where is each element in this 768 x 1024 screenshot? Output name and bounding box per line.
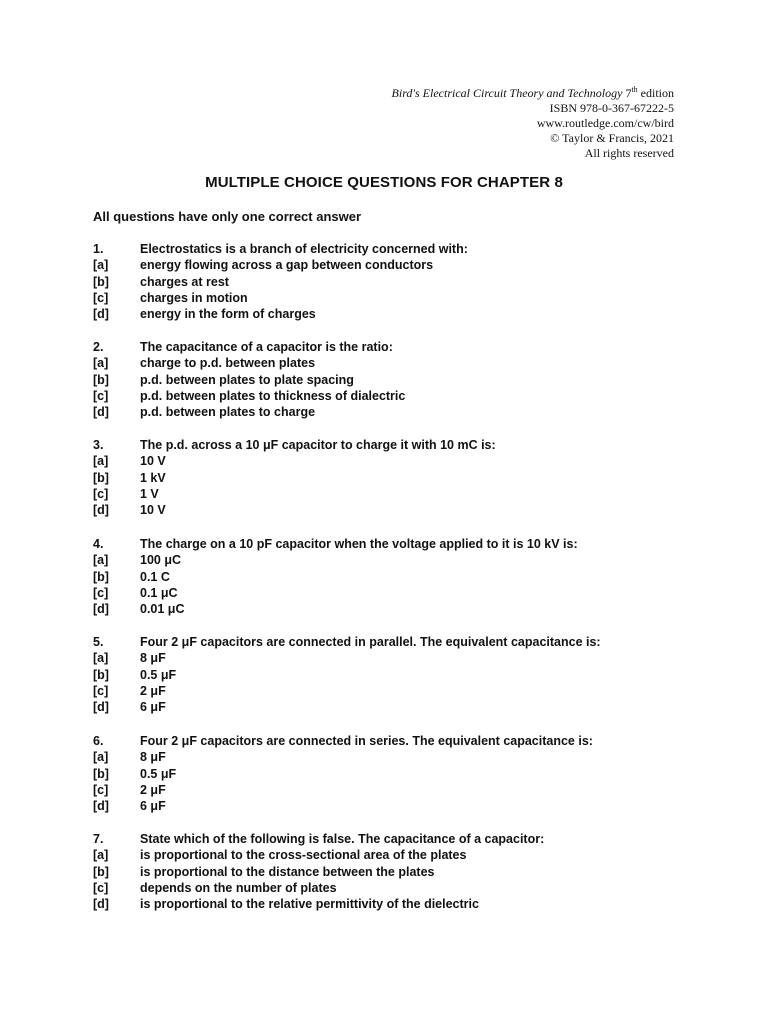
option-b xyxy=(93,470,693,486)
option-text: 6 μF xyxy=(140,700,166,715)
question-text: State which of the following is false. The capacitance of a capacitor: xyxy=(140,832,545,846)
book-title: Bird's Electrical Circuit Theory and Technology xyxy=(391,86,623,100)
option-text: 0.1 μC xyxy=(140,585,178,600)
option-b xyxy=(93,372,693,388)
option-c xyxy=(93,290,693,306)
option-text: depends on the number of plates xyxy=(140,880,337,895)
question-6 xyxy=(93,733,693,814)
option-text: is proportional to the cross-sectional area of the plates xyxy=(140,848,467,863)
option-text: charges at rest xyxy=(140,274,229,289)
option-b xyxy=(93,569,693,585)
option-label: [c] xyxy=(93,782,109,797)
question-line xyxy=(93,241,693,257)
option-label: [a] xyxy=(93,553,109,568)
option-a xyxy=(93,749,693,765)
question-text: The capacitance of a capacitor is the ratio: xyxy=(140,340,393,354)
option-text: 0.1 C xyxy=(140,569,170,584)
question-text: Electrostatics is a branch of electricity concerned with: xyxy=(140,242,468,256)
question-2 xyxy=(93,339,693,420)
option-label: [c] xyxy=(93,585,109,600)
option-label: [d] xyxy=(93,405,109,420)
option-c xyxy=(93,880,693,896)
option-label: [b] xyxy=(93,667,109,682)
option-label: [b] xyxy=(93,274,109,289)
copyright-line: © Taylor & Francis, 2021 xyxy=(550,131,674,145)
url-line: www.routledge.com/cw/bird xyxy=(536,116,674,130)
question-number: 1. xyxy=(93,242,104,256)
header-title-line xyxy=(392,86,674,101)
option-label: [b] xyxy=(93,372,109,387)
question-number: 2. xyxy=(93,340,104,354)
option-a xyxy=(93,257,693,273)
option-text: charges in motion xyxy=(140,290,248,305)
option-text: is proportional to the distance between the plates xyxy=(140,864,435,879)
page-title: MULTIPLE CHOICE QUESTIONS FOR CHAPTER 8 xyxy=(205,174,563,191)
option-c xyxy=(93,388,693,404)
option-text: 1 V xyxy=(140,486,159,501)
question-5 xyxy=(93,634,693,715)
option-label: [d] xyxy=(93,307,109,322)
option-b xyxy=(93,766,693,782)
option-label: [d] xyxy=(93,503,109,518)
option-label: [c] xyxy=(93,486,109,501)
option-label: [c] xyxy=(93,290,109,305)
book-header xyxy=(392,86,674,161)
option-text: 0.01 μC xyxy=(140,602,185,617)
isbn-line: ISBN 978-0-367-67222-5 xyxy=(549,101,674,115)
option-c xyxy=(93,486,693,502)
question-text: The charge on a 10 pF capacitor when the voltage applied to it is 10 kV is: xyxy=(140,537,578,551)
option-label: [b] xyxy=(93,470,109,485)
option-text: 2 μF xyxy=(140,782,166,797)
option-label: [a] xyxy=(93,356,109,371)
option-label: [a] xyxy=(93,750,109,765)
question-number: 6. xyxy=(93,734,104,748)
option-label: [b] xyxy=(93,569,109,584)
option-text: 0.5 μF xyxy=(140,766,177,781)
option-label: [a] xyxy=(93,258,109,273)
option-b xyxy=(93,667,693,683)
option-text: 2 μF xyxy=(140,683,166,698)
question-4 xyxy=(93,536,693,617)
option-label: [a] xyxy=(93,454,109,469)
question-number: 7. xyxy=(93,832,104,846)
option-label: [c] xyxy=(93,683,109,698)
option-text: 0.5 μF xyxy=(140,667,177,682)
option-label: [d] xyxy=(93,799,109,814)
question-line xyxy=(93,831,693,847)
option-label: [b] xyxy=(93,766,109,781)
option-d xyxy=(93,404,693,420)
option-a xyxy=(93,355,693,371)
edition-word: edition xyxy=(640,86,674,100)
option-d xyxy=(93,896,693,912)
option-label: [c] xyxy=(93,388,109,403)
question-3 xyxy=(93,437,693,518)
question-line xyxy=(93,634,693,650)
option-text: p.d. between plates to charge xyxy=(140,405,316,420)
option-text: 8 μF xyxy=(140,750,166,765)
question-1 xyxy=(93,241,693,322)
option-b xyxy=(93,274,693,290)
option-label: [a] xyxy=(93,651,109,666)
question-line xyxy=(93,536,693,552)
option-c xyxy=(93,683,693,699)
option-d xyxy=(93,798,693,814)
option-a xyxy=(93,552,693,568)
option-text: energy in the form of charges xyxy=(140,307,316,322)
option-text: 6 μF xyxy=(140,799,166,814)
question-7 xyxy=(93,831,693,912)
edition-number: 7 xyxy=(625,86,632,100)
question-text: Four 2 μF capacitors are connected in parallel. The equivalent capacitance is: xyxy=(140,635,601,649)
question-line xyxy=(93,339,693,355)
option-c xyxy=(93,782,693,798)
option-d xyxy=(93,306,693,322)
option-text: is proportional to the relative permittivity of the dielectric xyxy=(140,897,479,912)
option-d xyxy=(93,699,693,715)
option-d xyxy=(93,601,693,617)
option-text: charge to p.d. between plates xyxy=(140,356,316,371)
question-number: 5. xyxy=(93,635,104,649)
option-a xyxy=(93,453,693,469)
question-line xyxy=(93,437,693,453)
option-text: 1 kV xyxy=(140,470,166,485)
option-text: 10 V xyxy=(140,454,166,469)
question-text: The p.d. across a 10 μF capacitor to charge it with 10 mC is: xyxy=(140,438,496,452)
question-number: 3. xyxy=(93,438,104,452)
option-text: 8 μF xyxy=(140,651,166,666)
option-label: [d] xyxy=(93,897,109,912)
option-text: p.d. between plates to plate spacing xyxy=(140,372,354,387)
option-label: [a] xyxy=(93,848,109,863)
option-label: [b] xyxy=(93,864,109,879)
option-label: [d] xyxy=(93,700,109,715)
option-label: [c] xyxy=(93,880,109,895)
option-d xyxy=(93,502,693,518)
question-text: Four 2 μF capacitors are connected in series. The equivalent capacitance is: xyxy=(140,734,593,748)
option-text: 100 μC xyxy=(140,553,182,568)
option-label: [d] xyxy=(93,602,109,617)
question-line xyxy=(93,733,693,749)
instructions: All questions have only one correct answer xyxy=(93,209,362,224)
option-text: energy flowing across a gap between conductors xyxy=(140,258,434,273)
option-b xyxy=(93,864,693,880)
edition-suffix: th xyxy=(631,85,638,94)
question-number: 4. xyxy=(93,537,104,551)
option-text: p.d. between plates to thickness of dialectric xyxy=(140,388,406,403)
option-c xyxy=(93,585,693,601)
option-a xyxy=(93,650,693,666)
option-text: 10 V xyxy=(140,503,166,518)
rights-line: All rights reserved xyxy=(584,146,674,160)
option-a xyxy=(93,847,693,863)
